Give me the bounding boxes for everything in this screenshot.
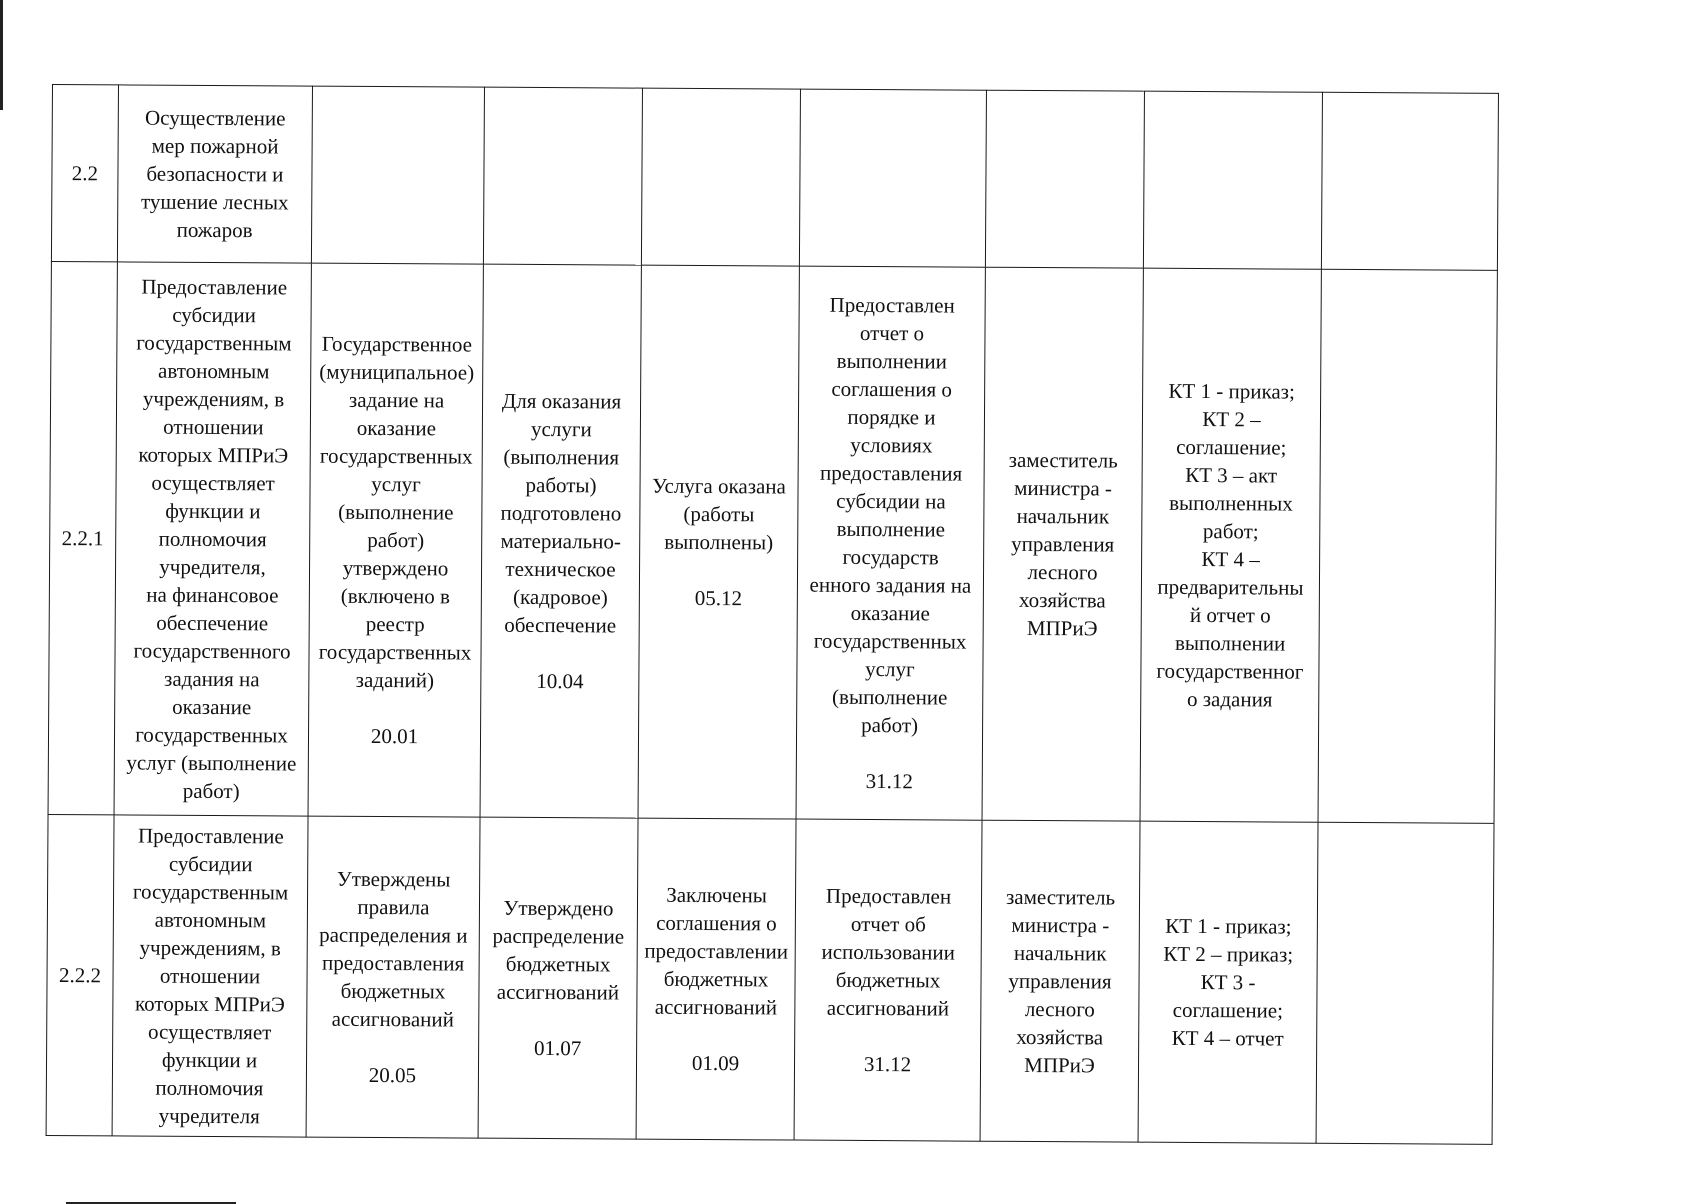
table-row xyxy=(48,261,1497,823)
checkpoint-4-cell xyxy=(799,89,986,267)
responsible-cell xyxy=(985,90,1144,268)
checkpoint-3-cell xyxy=(641,88,800,266)
row-number: 2.2.2 xyxy=(46,814,114,1135)
checkpoint-3-cell: Услуга оказана (работы выполнены) 05.12 xyxy=(638,265,799,819)
table-row xyxy=(46,814,1494,1144)
responsible-cell: заместитель министра - начальник управления лесного хозяйства МПРиЭ xyxy=(982,267,1143,821)
note-cell xyxy=(1316,822,1494,1144)
document-type-cell xyxy=(1143,91,1322,269)
responsible-cell: заместитель министра - начальник управления лесного хозяйства МПРиЭ xyxy=(980,820,1140,1142)
checkpoint-1-cell: Государственное (муниципальное) задание на оказание государственных услуг (выполнение работ) утверждено (включено в реестр государственных заданий) 20.01 xyxy=(308,263,483,817)
checkpoint-1-cell xyxy=(311,86,484,264)
checkpoint-2-cell: Утверждено распределение бюджетных ассигнований 01.07 xyxy=(478,817,638,1139)
row-number: 2.2 xyxy=(51,85,118,262)
note-cell xyxy=(1321,92,1498,270)
plan-table xyxy=(46,84,1499,1145)
document-type-cell: КТ 1 - приказ; КТ 2 – соглашение; КТ 3 – акт выполненных работ; КТ 4 – предварительны й отчет о выполнении государственног о задания xyxy=(1140,268,1321,822)
checkpoint-1-cell: Утверждены правила распределения и предоставления бюджетных ассигнований 20.05 xyxy=(306,816,480,1138)
table-row xyxy=(51,85,1498,271)
row-number: 2.2.1 xyxy=(48,261,117,814)
checkpoint-2-cell xyxy=(483,87,642,265)
event-name-cell: Предоставление субсидии государственным автономным учреждениям, в отношении которых МПРиЭ осуществляет функции и полномочия учредителя xyxy=(112,815,308,1137)
note-cell xyxy=(1318,269,1497,823)
checkpoint-4-cell: Предоставлен отчет о выполнении соглашения о порядке и условиях предоставления субсидии на выполнение государств енного задания на оказание государственных услуг (выполнение работ) 31.12 xyxy=(796,266,985,820)
event-name-cell: Осуществление мер пожарной безопасности и тушение лесных пожаров xyxy=(117,85,312,263)
checkpoint-3-cell: Заключены соглашения о предоставлении бюджетных ассигнований 01.09 xyxy=(636,818,796,1140)
scan-edge-mark xyxy=(0,0,3,110)
event-name-cell: Предоставление субсидии государственным автономным учреждениям, в отношении которых МПРиЭ осуществляет функции и полномочия учредителя, на финансовое обеспечение государственного задания на оказание государственных услуг (выполнение работ) xyxy=(114,262,311,816)
checkpoint-4-cell: Предоставлен отчет об использовании бюджетных ассигнований 31.12 xyxy=(794,819,982,1141)
checkpoint-2-cell: Для оказания услуги (выполнения работы) подготовлено материально- техническое (кадровое) обеспечение 10.04 xyxy=(480,264,641,818)
document-type-cell: КТ 1 - приказ; КТ 2 – приказ; КТ 3 - соглашение; КТ 4 – отчет xyxy=(1138,821,1318,1143)
